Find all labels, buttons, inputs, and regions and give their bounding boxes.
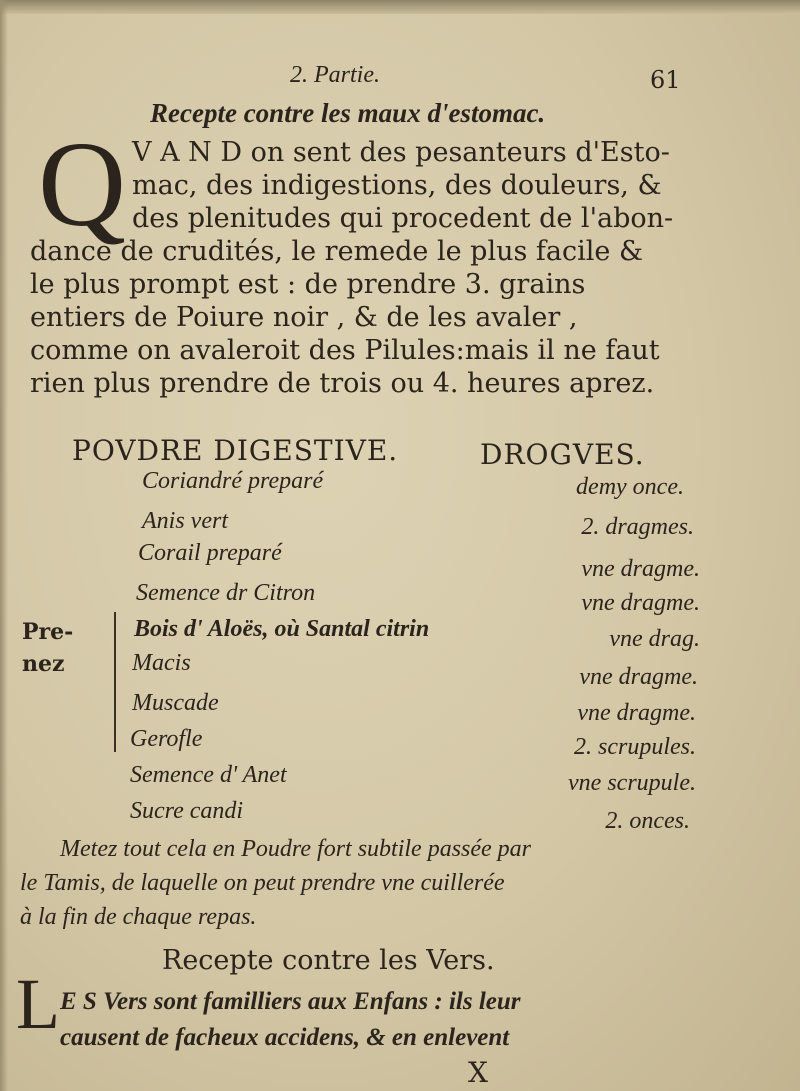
paragraph-line: E S Vers sont familliers aux Enfans : ils leur (60, 988, 521, 1015)
paragraph-line: Metez tout cela en Poudre fort subtile passée par (60, 836, 532, 862)
ingredient-name: Corail preparé (138, 540, 282, 566)
ingredient-quantity: 2. scrupules. (574, 734, 696, 760)
ingredient-quantity: 2. dragmes. (581, 514, 694, 540)
paragraph-line: entiers de Poiure noir , & de les avaler , (30, 302, 578, 333)
worms-remedy-paragraph (60, 984, 720, 1056)
ingredient-name: Sucre candi (130, 798, 244, 824)
ingredient-quantity: demy once. (576, 474, 684, 500)
paragraph-line: à la fin de chaque repas. (20, 904, 257, 930)
ingredient-quantity: vne drag. (609, 626, 700, 652)
stomach-remedy-paragraph (30, 136, 720, 400)
page-top-edge (0, 0, 800, 14)
ingredient-quantity: 2. onces. (605, 808, 690, 834)
paragraph-line: le plus prompt est : de prendre 3. grains (30, 269, 586, 300)
recipe-title-worms: Recepte contre les Vers. (162, 945, 495, 976)
paragraph-line: le Tamis, de laquelle on peut prendre vne cuillerée (20, 870, 505, 896)
paragraph-line: V A N D on sent des pesanteurs d'Esto- (132, 137, 670, 168)
section-title-digestive-powder: POVDRE DIGESTIVE. (72, 434, 399, 467)
section-drugs-label: DROGVES. (480, 438, 645, 471)
ingredient-brace (114, 612, 120, 752)
running-header: 2. Partie. (290, 62, 380, 88)
ingredient-quantity: vne dragme. (581, 590, 700, 616)
ingredient-name: Semence dr Citron (136, 580, 316, 606)
page-number: 61 (650, 66, 681, 94)
drop-cap-l: L (16, 964, 60, 1044)
page-left-edge (0, 0, 8, 1091)
paragraph-line: rien plus prendre de trois ou 4. heures aprez. (30, 368, 655, 399)
ingredient-quantity: vne scrupule. (568, 770, 696, 796)
ingredient-name: Gerofle (130, 726, 203, 752)
ingredient-name: Anis vert (142, 508, 228, 534)
instructions-paragraph (20, 832, 720, 934)
paragraph-line: comme on avaleroit des Pilules:mais il ne faut (30, 335, 660, 366)
ingredient-quantity: vne dragme. (577, 700, 696, 726)
ingredient-name: Bois d' Aloës, où Santal citrin (134, 616, 430, 642)
prenez-line: Pre- (22, 619, 74, 645)
paragraph-line: des plenitudes qui procedent de l'abon- (132, 203, 674, 234)
paragraph-line: mac, des indigestions, des douleurs, & (132, 170, 662, 201)
prenez-margin-label (22, 616, 73, 680)
prenez-line: nez (22, 651, 65, 677)
recipe-title-stomach: Recepte contre les maux d'estomac. (150, 98, 546, 128)
signature-mark: X (468, 1056, 488, 1089)
ingredient-name: Semence d' Anet (130, 762, 287, 788)
ingredient-name: Muscade (132, 690, 219, 716)
drop-cap-q: Q (38, 117, 127, 252)
ingredient-quantity: vne dragme. (581, 556, 700, 582)
ingredient-name: Macis (132, 650, 191, 676)
paragraph-line: causent de facheux accidens, & en enlevent (60, 1024, 510, 1051)
paragraph-line: dance de crudités, le remede le plus facile & (30, 236, 644, 267)
ingredient-name: Coriandré preparé (142, 468, 324, 494)
ingredient-quantity: vne dragme. (579, 664, 698, 690)
